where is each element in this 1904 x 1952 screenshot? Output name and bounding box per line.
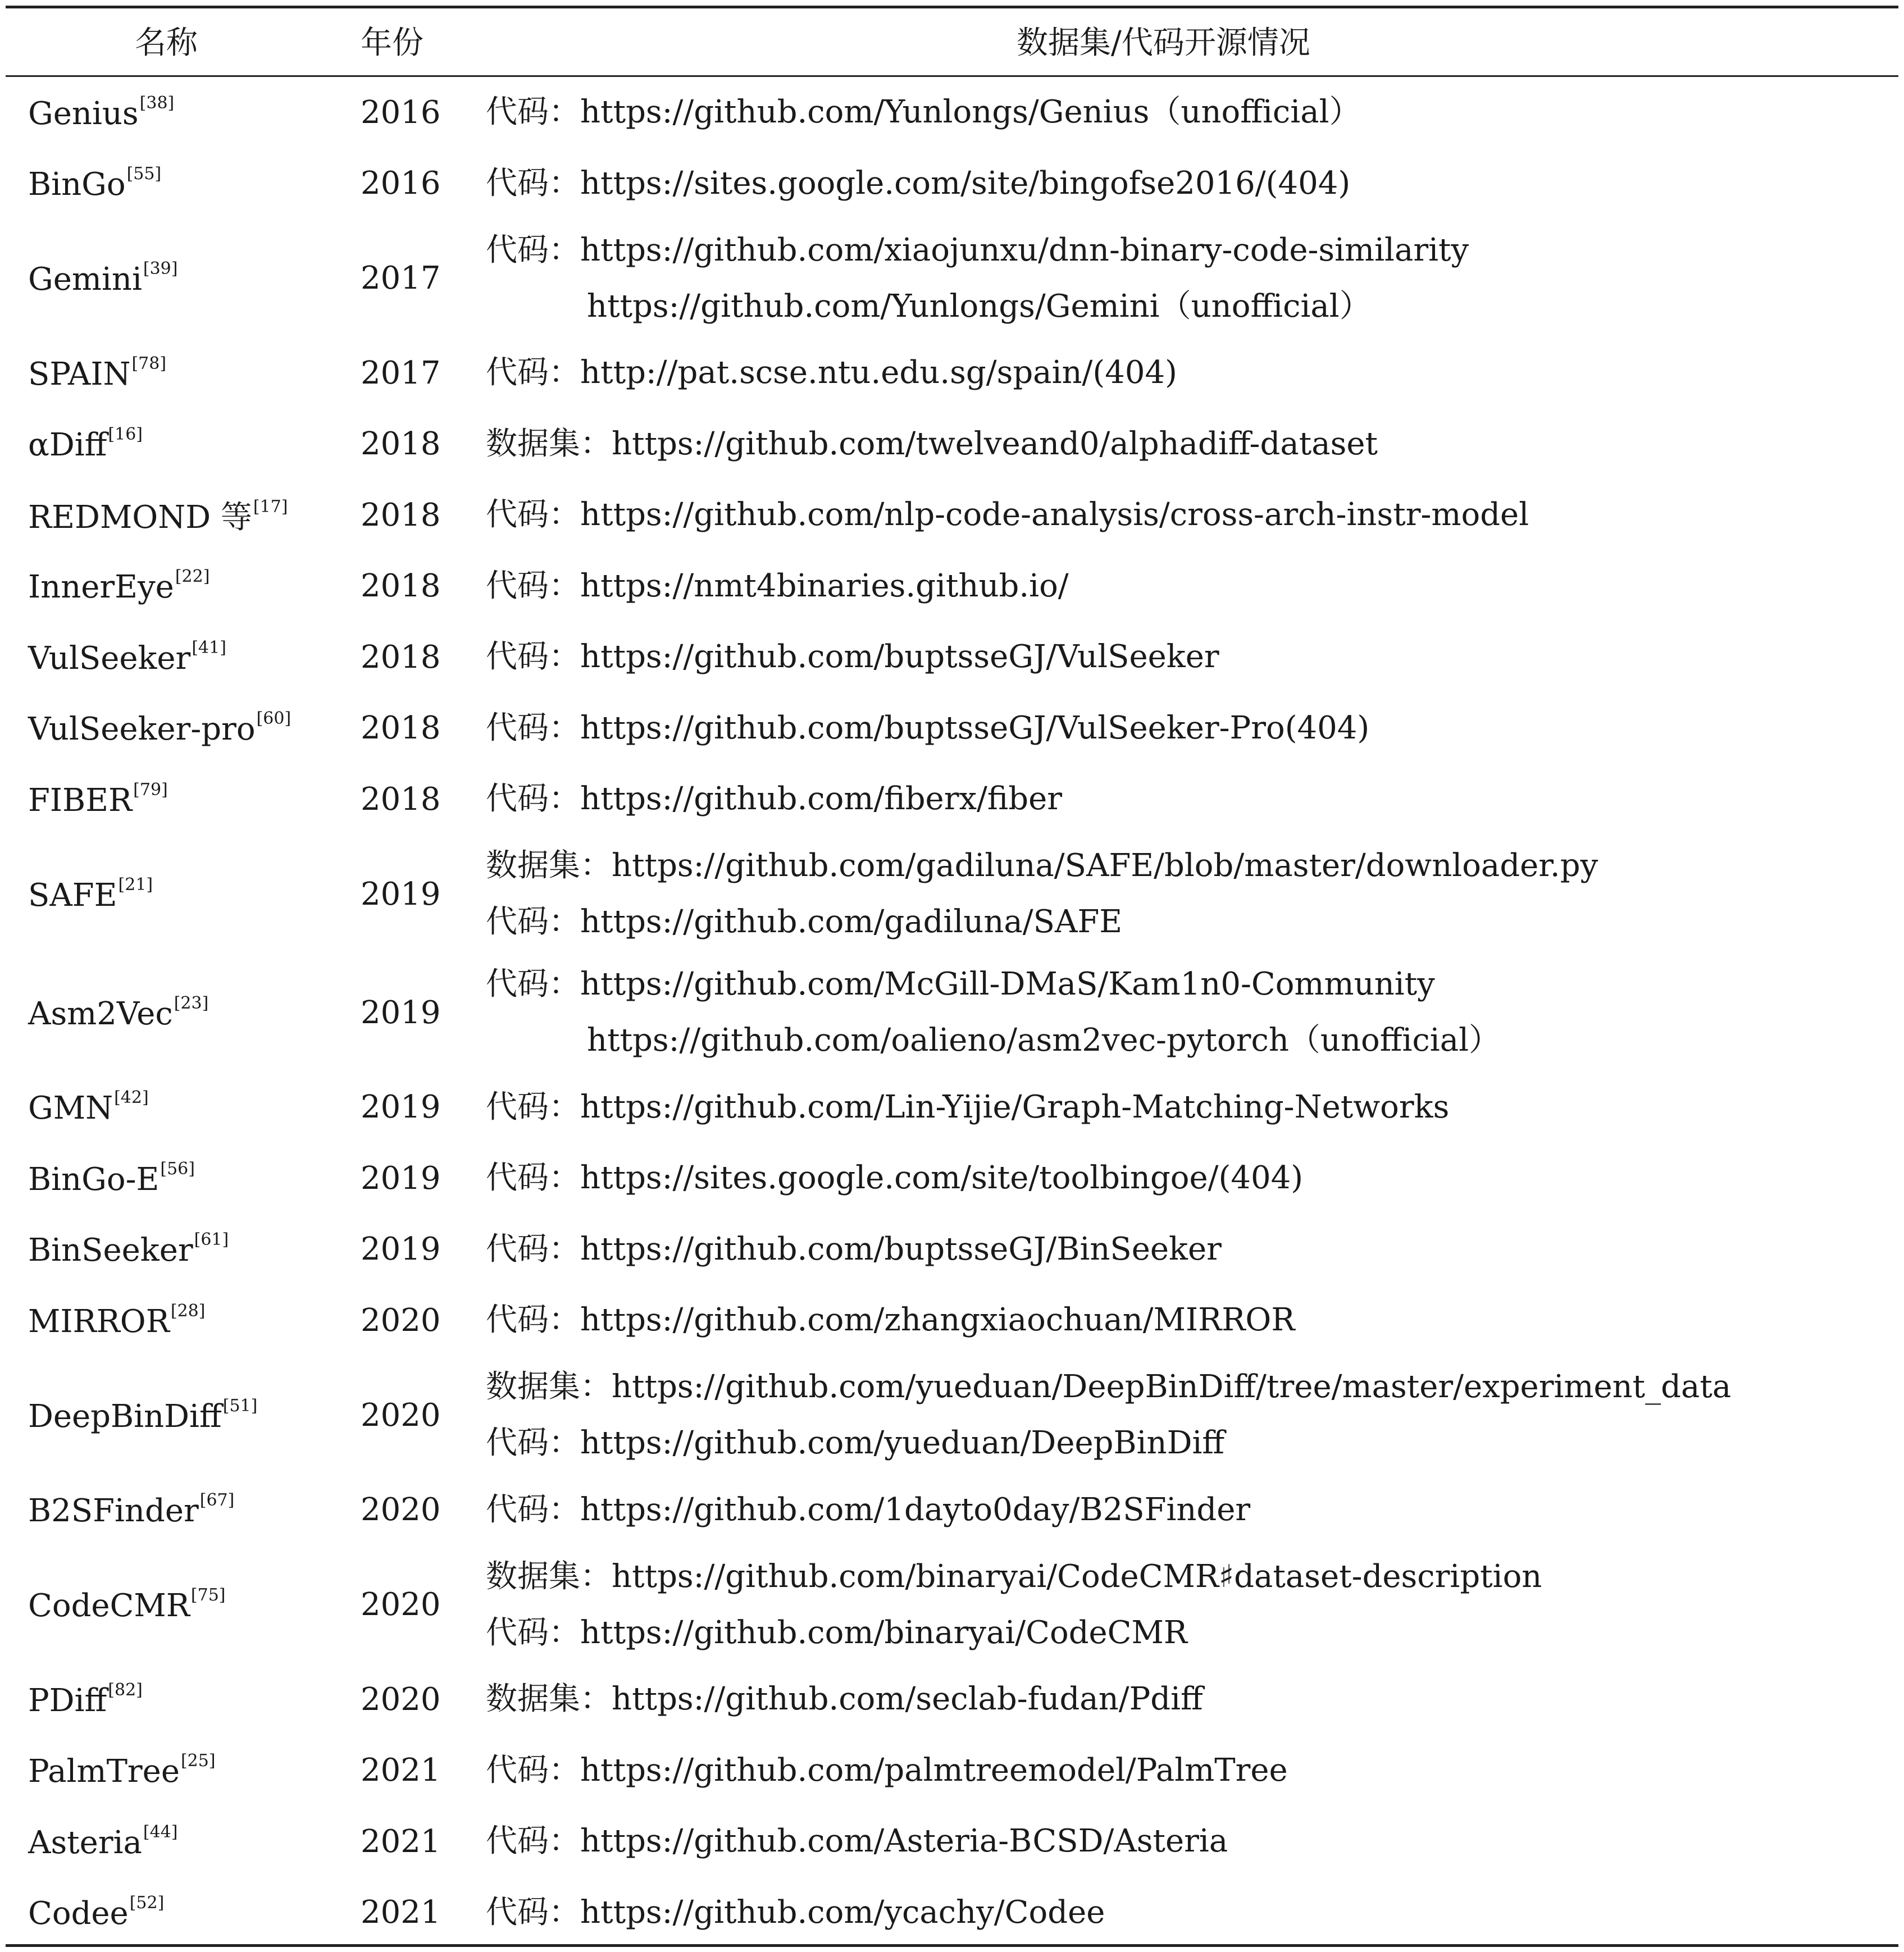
info-label: 代码： bbox=[486, 1230, 580, 1267]
info-label: 数据集： bbox=[486, 1681, 612, 1718]
cell-info bbox=[486, 700, 1369, 756]
reference-number: [55] bbox=[126, 164, 162, 184]
repository-url: https://github.com/oalieno/asm2vec-pytorch（unofficial） bbox=[587, 1022, 1500, 1059]
method-name: MIRROR bbox=[28, 1303, 170, 1340]
method-name: DeepBinDiff bbox=[28, 1398, 222, 1435]
reference-number: [41] bbox=[192, 637, 226, 658]
table-body bbox=[6, 77, 1898, 1948]
reference-number: [39] bbox=[143, 259, 178, 279]
info-label: 代码： bbox=[486, 1302, 580, 1339]
info-label: 代码： bbox=[486, 1752, 580, 1789]
method-name: GMN bbox=[28, 1090, 113, 1127]
info-label: 代码： bbox=[486, 638, 580, 676]
info-label: 代码： bbox=[486, 165, 580, 202]
method-name: Gemini bbox=[28, 261, 142, 298]
method-name: CodeCMR bbox=[28, 1588, 190, 1624]
table-row bbox=[6, 1475, 1898, 1546]
method-name: BinGo bbox=[28, 166, 126, 203]
table-row bbox=[6, 551, 1898, 622]
repository-url: https://github.com/Yunlongs/Genius（unofficial） bbox=[580, 94, 1361, 131]
repository-url: https://github.com/xiaojunxu/dnn-binary-code-similarity bbox=[580, 231, 1469, 268]
table-row bbox=[6, 148, 1898, 220]
repository-url: https://github.com/Yunlongs/Gemini（unofficial） bbox=[587, 288, 1371, 325]
table-row bbox=[6, 1214, 1898, 1285]
cell-name bbox=[28, 1230, 229, 1269]
cell-name bbox=[28, 1159, 195, 1198]
reference-number: [56] bbox=[160, 1159, 195, 1179]
repository-url: http://pat.scse.ntu.edu.sg/spain/(404) bbox=[580, 354, 1177, 391]
repository-url: https://github.com/yueduan/DeepBinDiff bbox=[580, 1425, 1225, 1461]
method-name: SAFE bbox=[28, 877, 117, 914]
info-line bbox=[486, 771, 1062, 827]
info-line bbox=[486, 279, 1469, 335]
cell-year: 2020 bbox=[361, 1681, 441, 1718]
cell-info bbox=[486, 838, 1598, 950]
cell-year: 2017 bbox=[361, 354, 441, 391]
info-label: 代码： bbox=[486, 94, 580, 131]
repository-url: https://github.com/gadiluna/SAFE bbox=[580, 904, 1123, 940]
bottom-rule bbox=[6, 1944, 1898, 1947]
repository-url: https://sites.google.com/site/toolbingoe/(404) bbox=[580, 1160, 1304, 1197]
cell-name bbox=[28, 993, 208, 1032]
cell-year: 2020 bbox=[361, 1397, 441, 1434]
cell-info bbox=[486, 629, 1219, 685]
cell-year: 2018 bbox=[361, 638, 441, 676]
repository-url: https://github.com/1dayto0day/B2SFinder bbox=[580, 1491, 1251, 1528]
table-row bbox=[6, 77, 1898, 148]
method-name: Codee bbox=[28, 1895, 129, 1932]
info-line bbox=[486, 1549, 1542, 1605]
cell-info bbox=[486, 1292, 1295, 1348]
cell-name bbox=[28, 780, 168, 819]
info-label: 数据集： bbox=[486, 425, 612, 462]
info-line bbox=[486, 1885, 1105, 1941]
cell-name bbox=[28, 1490, 234, 1529]
info-line bbox=[486, 1813, 1228, 1869]
table-row bbox=[6, 1664, 1898, 1735]
repository-url: https://github.com/buptsseGJ/BinSeeker bbox=[580, 1230, 1222, 1267]
method-name: Asteria bbox=[28, 1824, 142, 1861]
info-label: 代码： bbox=[486, 354, 580, 391]
cell-name bbox=[28, 425, 143, 463]
repository-url: https://github.com/nlp-code-analysis/cross-arch-instr-model bbox=[580, 496, 1529, 533]
cell-info bbox=[486, 1482, 1250, 1538]
method-name: PalmTree bbox=[28, 1753, 180, 1790]
info-label: 代码： bbox=[486, 1160, 580, 1197]
info-line bbox=[486, 1671, 1203, 1727]
table-row bbox=[6, 1356, 1898, 1475]
method-name: BinGo-E bbox=[28, 1161, 160, 1198]
table-row bbox=[6, 1545, 1898, 1664]
cell-info bbox=[486, 1671, 1203, 1727]
cell-name bbox=[28, 354, 166, 393]
reference-number: [60] bbox=[256, 709, 291, 729]
info-line bbox=[486, 416, 1378, 472]
info-label: 代码： bbox=[486, 1614, 580, 1651]
repository-url: https://github.com/zhangxiaochuan/MIRROR bbox=[580, 1302, 1295, 1339]
cell-year: 2016 bbox=[361, 94, 441, 131]
info-label: 代码： bbox=[486, 781, 580, 818]
cell-name bbox=[28, 1751, 216, 1790]
info-label: 数据集： bbox=[486, 847, 612, 884]
reference-number: [22] bbox=[175, 567, 210, 587]
repository-url: https://github.com/binaryai/CodeCMR♯dataset-description bbox=[612, 1558, 1542, 1595]
method-name: FIBER bbox=[28, 782, 133, 819]
cell-year: 2019 bbox=[361, 1089, 441, 1126]
info-line bbox=[486, 1079, 1449, 1135]
repository-url: https://github.com/palmtreemodel/PalmTree bbox=[580, 1752, 1288, 1789]
cell-info bbox=[486, 956, 1500, 1069]
table-row bbox=[6, 764, 1898, 835]
repository-url: https://github.com/Lin-Yijie/Graph-Matching-Networks bbox=[580, 1088, 1450, 1125]
method-name: SPAIN bbox=[28, 355, 131, 393]
reference-number: [52] bbox=[129, 1893, 165, 1913]
method-name: BinSeeker bbox=[28, 1232, 193, 1269]
reference-number: [21] bbox=[118, 874, 153, 895]
info-label: 数据集： bbox=[486, 1558, 612, 1595]
info-line bbox=[486, 700, 1369, 756]
info-label: 代码： bbox=[486, 496, 580, 533]
table-row bbox=[6, 1285, 1898, 1356]
repository-url: https://github.com/seclab-fudan/Pdiff bbox=[612, 1681, 1203, 1718]
cell-year: 2017 bbox=[361, 260, 441, 297]
table-row bbox=[6, 1072, 1898, 1143]
cell-year: 2018 bbox=[361, 496, 441, 533]
cell-info bbox=[486, 1885, 1105, 1941]
repository-url: https://github.com/ycachy/Codee bbox=[580, 1894, 1105, 1931]
cell-name bbox=[28, 638, 226, 677]
method-name: VulSeeker bbox=[28, 640, 191, 677]
info-label: 数据集： bbox=[486, 1369, 612, 1405]
cell-year: 2018 bbox=[361, 568, 441, 605]
cell-info bbox=[486, 1813, 1228, 1869]
cell-info bbox=[486, 222, 1469, 335]
reference-number: [82] bbox=[108, 1680, 143, 1700]
info-line bbox=[486, 558, 1069, 614]
reference-number: [28] bbox=[170, 1301, 206, 1321]
repository-url: https://github.com/twelveand0/alphadiff-dataset bbox=[612, 425, 1378, 462]
repository-url: https://github.com/binaryai/CodeCMR bbox=[580, 1614, 1188, 1651]
cell-year: 2021 bbox=[361, 1823, 441, 1860]
cell-info bbox=[486, 156, 1350, 212]
cell-year: 2018 bbox=[361, 426, 441, 463]
cell-info bbox=[486, 345, 1177, 401]
method-name: VulSeeker-pro bbox=[28, 711, 256, 748]
info-line bbox=[486, 629, 1219, 685]
cell-info bbox=[486, 1079, 1449, 1135]
info-line bbox=[486, 1482, 1250, 1538]
reference-number: [44] bbox=[143, 1822, 178, 1842]
reference-number: [23] bbox=[174, 993, 209, 1013]
cell-info bbox=[486, 84, 1361, 140]
repository-url: https://github.com/yueduan/DeepBinDiff/tree/master/experiment_data bbox=[612, 1369, 1732, 1405]
cell-name bbox=[28, 1822, 177, 1861]
info-line bbox=[486, 487, 1529, 543]
cell-info bbox=[486, 558, 1069, 614]
info-line bbox=[486, 84, 1361, 140]
reference-number: [17] bbox=[253, 497, 288, 517]
info-label: 代码： bbox=[486, 904, 580, 940]
cell-name bbox=[28, 567, 209, 605]
info-label: 代码： bbox=[486, 1894, 580, 1931]
info-line bbox=[486, 156, 1350, 212]
info-label: 代码： bbox=[486, 1491, 580, 1528]
repository-url: https://github.com/buptsseGJ/VulSeeker bbox=[580, 638, 1219, 676]
info-line bbox=[486, 1221, 1222, 1278]
cell-info bbox=[486, 1743, 1288, 1799]
table-row bbox=[6, 693, 1898, 764]
cell-info bbox=[486, 1150, 1303, 1206]
cell-name bbox=[28, 875, 153, 914]
table-header bbox=[6, 8, 1898, 75]
reference-number: [79] bbox=[133, 779, 168, 800]
cell-name bbox=[28, 164, 161, 203]
cell-info bbox=[486, 487, 1529, 543]
cell-year: 2018 bbox=[361, 710, 441, 747]
reference-number: [25] bbox=[180, 1751, 216, 1771]
repository-url: https://github.com/buptsseGJ/VulSeeker-Pro(404) bbox=[580, 709, 1370, 746]
info-label: 代码： bbox=[486, 966, 580, 1002]
method-name: Genius bbox=[28, 95, 139, 132]
method-name: B2SFinder bbox=[28, 1493, 199, 1530]
info-line bbox=[486, 956, 1500, 1013]
method-name: αDiff bbox=[28, 427, 107, 464]
cell-year: 2019 bbox=[361, 1160, 441, 1197]
cell-info bbox=[486, 1359, 1731, 1471]
cell-name bbox=[28, 1301, 205, 1340]
reference-number: [67] bbox=[199, 1490, 235, 1511]
method-name: InnerEye bbox=[28, 569, 174, 606]
repository-url: https://sites.google.com/site/bingofse2016/(404) bbox=[580, 165, 1351, 202]
cell-name bbox=[28, 492, 288, 537]
cell-name bbox=[28, 709, 291, 747]
table-row bbox=[6, 1877, 1898, 1949]
cell-year: 2020 bbox=[361, 1492, 441, 1529]
cell-name bbox=[28, 259, 177, 298]
header-year: 年份 bbox=[361, 25, 423, 61]
table-row bbox=[6, 409, 1898, 480]
cell-info bbox=[486, 1549, 1542, 1661]
cell-name bbox=[28, 1893, 164, 1932]
info-line bbox=[486, 838, 1598, 894]
info-line bbox=[486, 222, 1469, 279]
reference-number: [51] bbox=[222, 1395, 258, 1416]
info-line bbox=[486, 1013, 1500, 1069]
table-row bbox=[6, 954, 1898, 1072]
info-label: 代码： bbox=[486, 231, 580, 268]
reference-number: [16] bbox=[108, 425, 143, 445]
cell-name bbox=[28, 1396, 257, 1435]
cell-year: 2020 bbox=[361, 1586, 441, 1623]
reference-number: [78] bbox=[131, 353, 167, 373]
repository-url: https://github.com/gadiluna/SAFE/blob/master/downloader.py bbox=[612, 847, 1598, 884]
table-row bbox=[6, 1735, 1898, 1807]
info-line bbox=[486, 1292, 1295, 1348]
info-line bbox=[486, 1150, 1303, 1206]
info-line bbox=[486, 345, 1177, 401]
cell-year: 2021 bbox=[361, 1894, 441, 1931]
table-row bbox=[6, 1806, 1898, 1877]
cell-name bbox=[28, 1585, 226, 1624]
cell-name bbox=[28, 1680, 143, 1719]
cell-year: 2019 bbox=[361, 875, 441, 913]
method-name: REDMOND 等 bbox=[28, 499, 252, 536]
cell-year: 2019 bbox=[361, 994, 441, 1031]
cell-info bbox=[486, 416, 1378, 472]
info-line bbox=[486, 1359, 1731, 1415]
method-name: PDiff bbox=[28, 1682, 107, 1719]
table-row bbox=[6, 480, 1898, 551]
cell-year: 2019 bbox=[361, 1231, 441, 1268]
info-label: 代码： bbox=[486, 1425, 580, 1461]
cell-year: 2018 bbox=[361, 781, 441, 818]
method-name: Asm2Vec bbox=[28, 995, 173, 1032]
cell-name bbox=[28, 1088, 149, 1126]
header-info: 数据集/代码开源情况 bbox=[1017, 25, 1310, 61]
repository-url: https://github.com/Asteria-BCSD/Asteria bbox=[580, 1823, 1228, 1860]
reference-number: [61] bbox=[194, 1230, 229, 1250]
info-label: 代码： bbox=[486, 709, 580, 746]
info-label: 代码： bbox=[486, 1088, 580, 1125]
reference-number: [38] bbox=[139, 93, 175, 113]
repository-url: https://github.com/fiberx/fiber bbox=[580, 781, 1063, 818]
table-row bbox=[6, 338, 1898, 409]
table-row bbox=[6, 1143, 1898, 1214]
info-line bbox=[486, 894, 1598, 950]
table-row bbox=[6, 835, 1898, 954]
repository-url: https://github.com/McGill-DMaS/Kam1n0-Community bbox=[580, 966, 1435, 1002]
info-label: 代码： bbox=[486, 1823, 580, 1860]
cell-year: 2020 bbox=[361, 1302, 441, 1339]
cell-year: 2016 bbox=[361, 165, 441, 202]
table-row bbox=[6, 219, 1898, 338]
cell-year: 2021 bbox=[361, 1752, 441, 1789]
info-line bbox=[486, 1415, 1731, 1471]
info-line bbox=[486, 1605, 1542, 1661]
cell-info bbox=[486, 771, 1062, 827]
repository-url: https://nmt4binaries.github.io/ bbox=[580, 567, 1069, 604]
cell-info bbox=[486, 1221, 1222, 1278]
info-line bbox=[486, 1743, 1288, 1799]
header-name: 名称 bbox=[135, 25, 198, 61]
table-row bbox=[6, 622, 1898, 693]
reference-number: [42] bbox=[114, 1088, 149, 1108]
cell-name bbox=[28, 93, 174, 132]
info-label: 代码： bbox=[486, 567, 580, 604]
reference-number: [75] bbox=[190, 1585, 226, 1605]
